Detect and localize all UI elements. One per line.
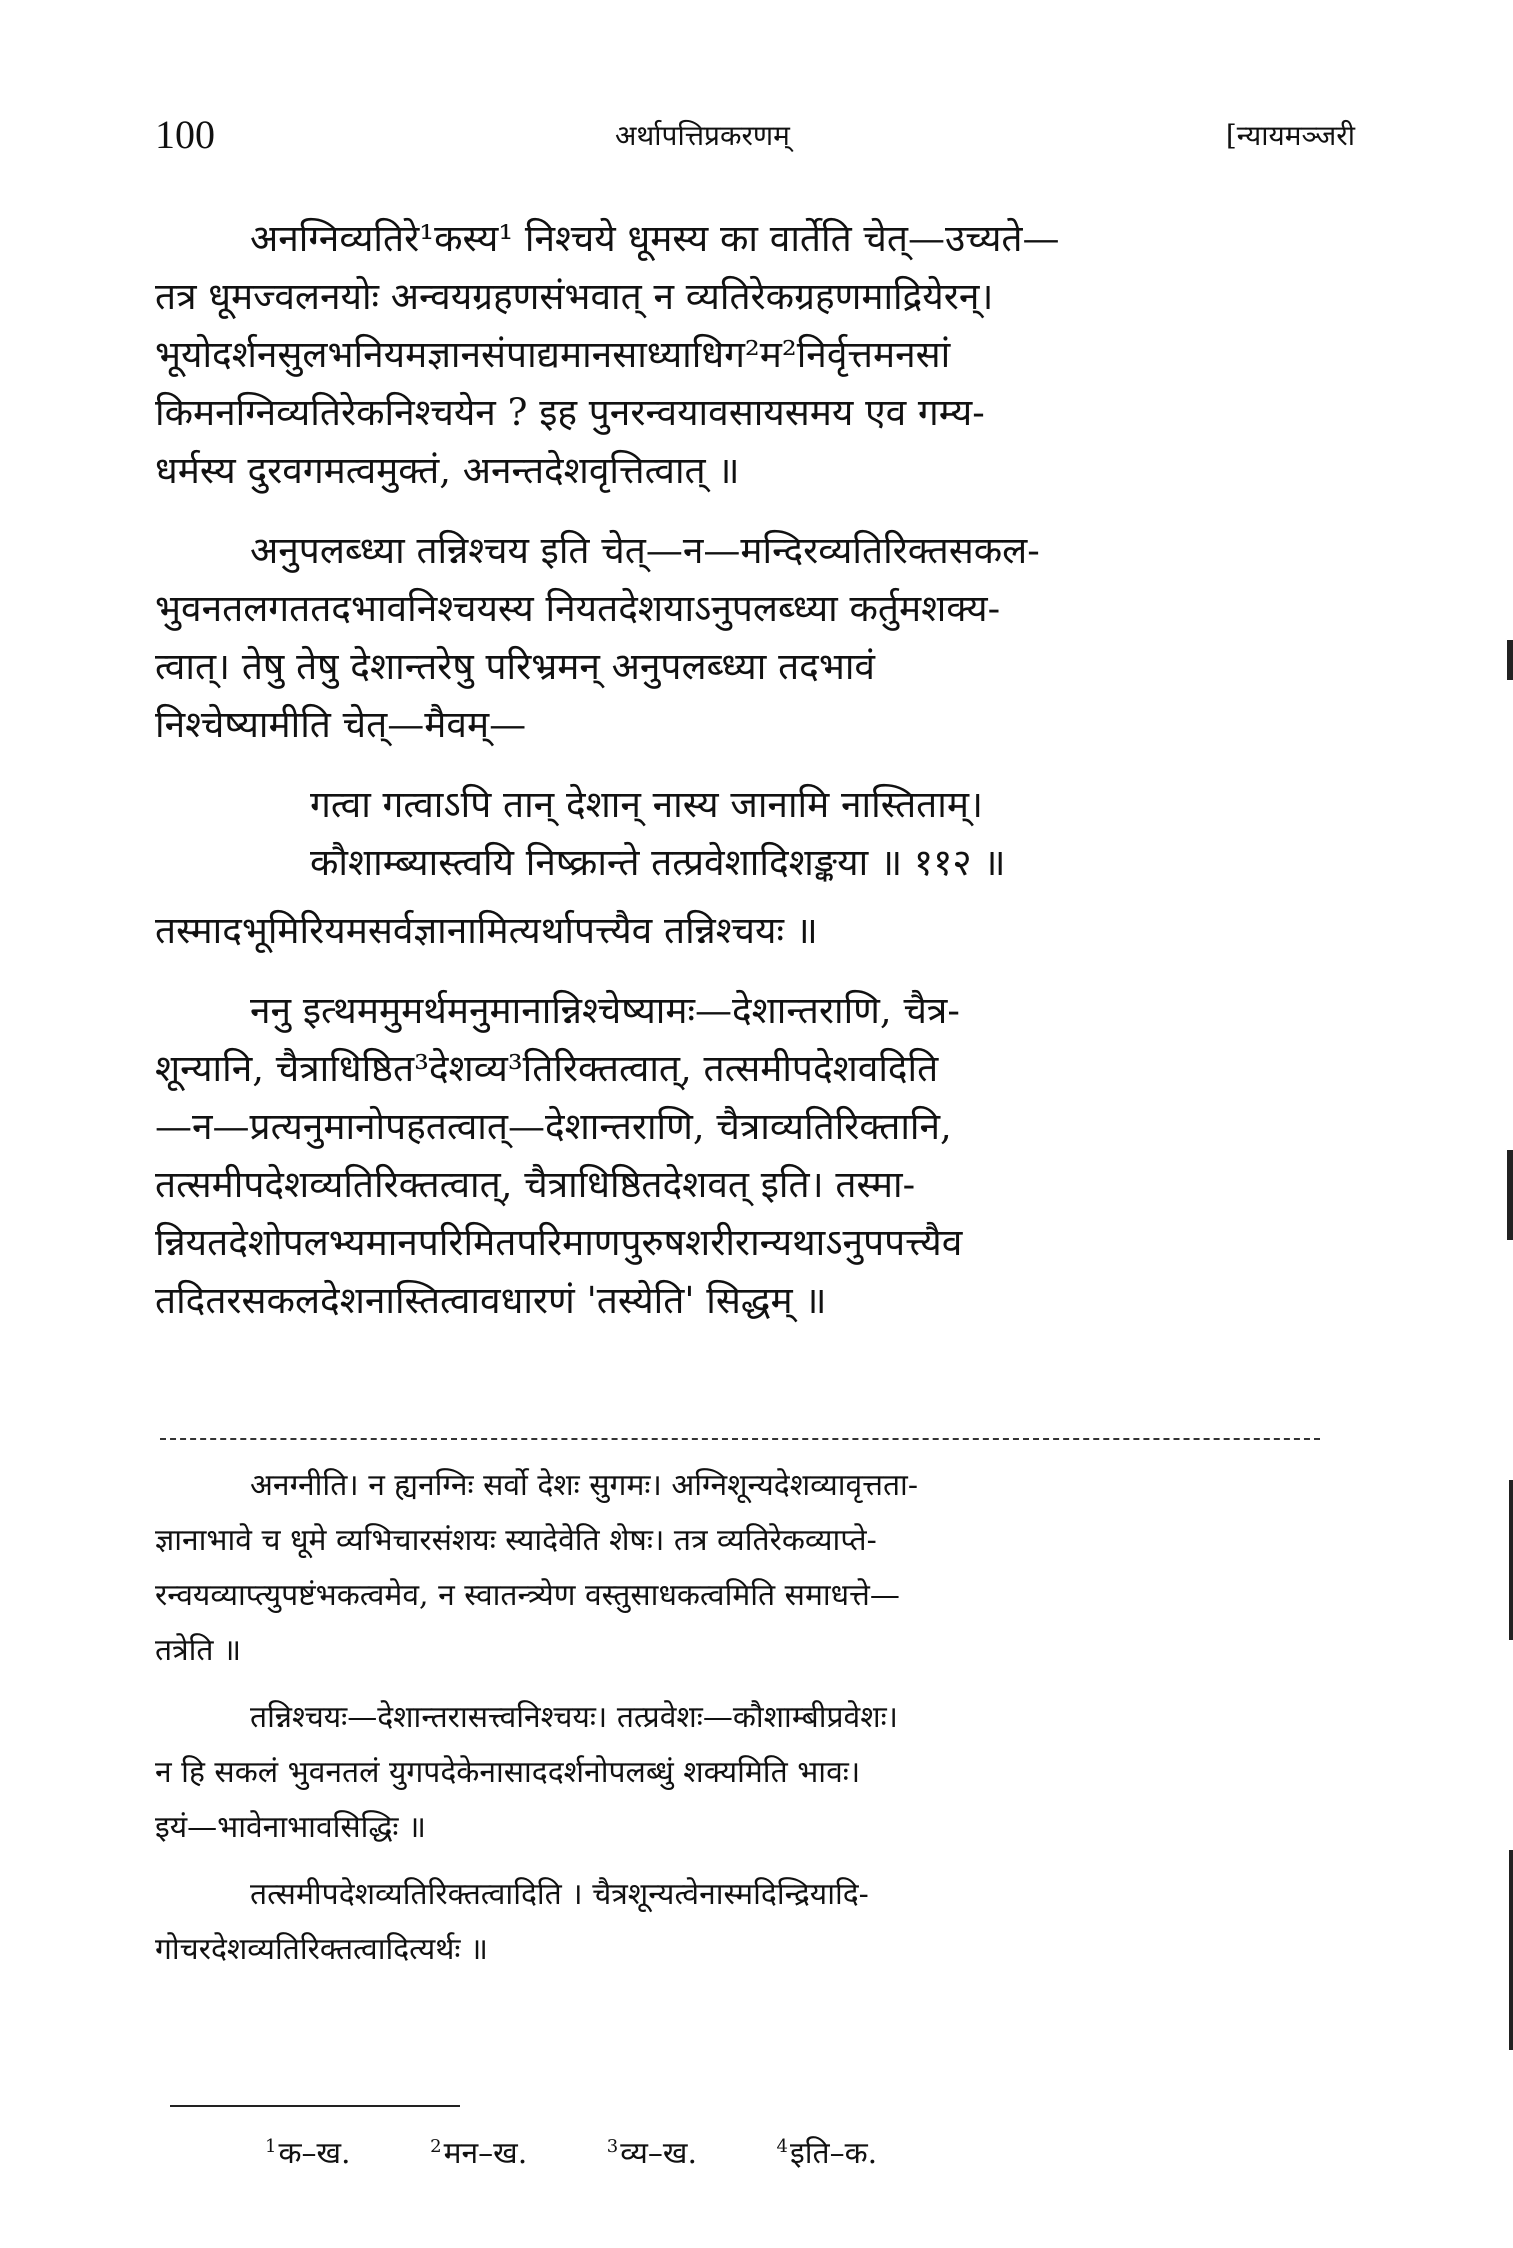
verse-block: [155, 776, 1350, 892]
commentary-paragraph-1: [155, 1458, 1350, 1678]
commentary-line: तत्समीपदेशव्यतिरिक्तत्वादिति । चैत्रशून्यत्वेनास्मदिन्द्रियादि-: [250, 1877, 869, 1912]
scan-edge-mark: [1507, 640, 1513, 680]
paragraph-1: [155, 210, 1350, 500]
commentary-paragraph-2: [155, 1690, 1350, 1855]
text-line: शून्यानि, चैत्राधिष्ठित³देशव्य³तिरिक्तत्वात्, तत्समीपदेशवदिति: [155, 1047, 939, 1090]
footnote-text: व्य–ख.: [620, 2136, 697, 2171]
commentary-line: न हि सकलं भुवनतलं युगपदेकेनासाददर्शनोपलब्धुं शक्यमिति भावः।: [155, 1755, 861, 1790]
text-line: तदितरसकलदेशनास्तित्वावधारणं 'तस्येति' सिद्धम् ॥: [155, 1279, 827, 1322]
text-line: अनुपलब्ध्या तन्निश्चय इति चेत्—न—मन्दिरव्यतिरिक्तसकल-: [250, 529, 1040, 572]
scan-edge-mark: [1509, 1480, 1513, 1640]
page-number: 100: [155, 112, 215, 157]
verse-line: कौशाम्ब्यास्त्वयि निष्क्रान्ते तत्प्रवेशादिशङ्कया ॥ ११२ ॥: [310, 841, 1006, 884]
section-divider: [160, 1438, 1320, 1440]
footnote-number: 1: [265, 2136, 277, 2157]
text-line: भूयोदर्शनसुलभनियमज्ञानसंपाद्यमानसाध्याधिग²म²निर्वृत्तमनसां: [155, 333, 951, 376]
commentary-paragraph-3: [155, 1867, 1350, 1977]
paragraph-3: [155, 982, 1350, 1330]
footnote-2: [430, 2125, 527, 2176]
main-text: [155, 210, 1350, 1352]
running-title: अर्थापत्तिप्रकरणम्: [615, 119, 790, 152]
text-line: अनग्निव्यतिरे¹कस्य¹ निश्चये धूमस्य का वार्तेति चेत्—उच्यते—: [250, 217, 1060, 260]
commentary-line: तन्निश्चयः—देशान्तरासत्त्वनिश्चयः। तत्प्रवेशः—कौशाम्बीप्रवेशः।: [250, 1700, 899, 1735]
commentary-line: गोचरदेशव्यतिरिक्तत्वादित्यर्थः ॥: [155, 1932, 488, 1967]
footnote-number: 3: [606, 2136, 619, 2157]
text-line: ननु इत्थममुमर्थमनुमानान्निश्चेष्यामः—देशान्तराणि, चैत्र-: [250, 989, 960, 1032]
text-line: निश्चेष्यामीति चेत्—मैवम्—: [155, 703, 527, 746]
footnote-3: [607, 2125, 697, 2176]
commentary-line: ज्ञानाभावे च धूमे व्यभिचारसंशयः स्यादेवेति शेषः। तत्र व्यतिरेकव्याप्ते-: [155, 1523, 877, 1558]
footnote-text: मन–ख.: [443, 2136, 528, 2171]
text-line: —न—प्रत्यनुमानोपहतत्वात्—देशान्तराणि, चैत्राव्यतिरिक्तानि,: [155, 1105, 952, 1148]
work-title: [न्यायमञ्जरी: [1225, 119, 1355, 152]
paragraph-2: [155, 522, 1350, 754]
scan-edge-mark: [1509, 1850, 1513, 2050]
footnote-text: इति–क.: [790, 2136, 878, 2171]
text-line: किमनग्निव्यतिरेकनिश्चयेन ? इह पुनरन्वयावसायसमय एव गम्य-: [155, 391, 985, 434]
text-line: तस्मादभूमिरियमसर्वज्ञानामित्यर्थापत्त्यैव तन्निश्चयः ॥: [155, 909, 818, 952]
footnote-rule: [170, 2105, 460, 2107]
commentary: [155, 1458, 1350, 1989]
verse-line: गत्वा गत्वाऽपि तान् देशान् नास्य जानामि नास्तिताम्।: [310, 783, 984, 826]
commentary-line: अनग्नीति। न ह्यनग्निः सर्वो देशः सुगमः। अग्निशून्यदेशव्यावृत्तता-: [250, 1468, 918, 1503]
commentary-line: इयं—भावेनाभावसिद्धिः ॥: [155, 1810, 426, 1845]
conclusion-line: [155, 902, 1350, 960]
footnote-number: 2: [430, 2136, 442, 2157]
text-line: त्वात्। तेषु तेषु देशान्तरेषु परिभ्रमन् अनुपलब्ध्या तदभावं: [155, 645, 875, 688]
footnote-4: [777, 2125, 878, 2176]
commentary-line: रन्वयव्याप्त्युपष्टंभकत्वमेव, न स्वातन्त्र्येण वस्तुसाधकत्वमिति समाधत्ते—: [155, 1578, 900, 1613]
text-line: धर्मस्य दुरवगमत्वमुक्तं, अनन्तदेशवृत्तित्वात् ॥: [155, 449, 740, 492]
footnote-1: [265, 2125, 351, 2176]
text-line: भुवनतलगततदभावनिश्चयस्य नियतदेशयाऽनुपलब्ध्या कर्तुमशक्य-: [155, 587, 1001, 630]
page-header: [155, 110, 1355, 170]
text-line: न्नियतदेशोपलभ्यमानपरिमितपरिमाणपुरुषशरीरान्यथाऽनुपपत्त्यैव: [155, 1221, 963, 1264]
scan-edge-mark: [1507, 1150, 1513, 1240]
footnote-number: 4: [776, 2136, 788, 2157]
footnote-text: क–ख.: [278, 2136, 351, 2171]
footnotes: [265, 2125, 1265, 2176]
text-line: तत्र धूमज्वलनयोः अन्वयग्रहणसंभवात् न व्यतिरेकग्रहणमाद्रियेरन्।: [155, 275, 994, 318]
commentary-line: तत्रेति ॥: [155, 1633, 242, 1668]
text-line: तत्समीपदेशव्यतिरिक्तत्वात्, चैत्राधिष्ठितदेशवत् इति। तस्मा-: [155, 1163, 916, 1206]
